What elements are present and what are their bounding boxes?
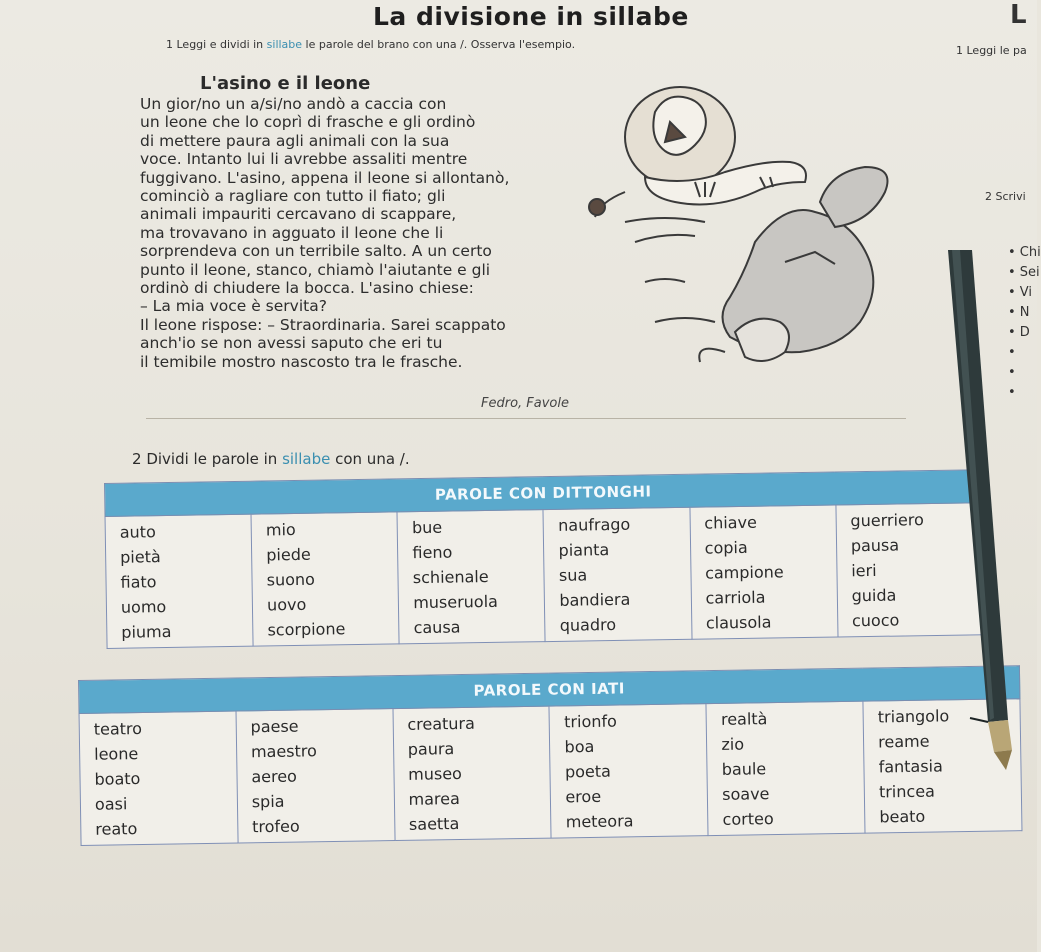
word-cell: piede	[266, 544, 311, 565]
exercise2-instruction	[132, 450, 410, 468]
word-cell: paese	[250, 716, 299, 737]
word-cell: guida	[851, 585, 897, 606]
story-text	[140, 95, 610, 371]
section-divider	[146, 418, 906, 419]
word-column	[549, 704, 708, 838]
side-exercise1: 1 Leggi le pa	[956, 44, 1027, 57]
word-cell: maestro	[250, 741, 317, 762]
story-line: ordinò di chiudere la bocca. L'asino chiese:	[140, 279, 474, 298]
word-cell: clausola	[705, 612, 772, 633]
story-line: animali impauriti cercavano di scappare,	[140, 205, 457, 224]
story-line: Un gior/no un a/si/no andò a caccia con	[140, 95, 447, 113]
word-cell: chiave	[704, 512, 757, 533]
word-cell: reame	[878, 731, 930, 752]
side-bullet-item: •	[1008, 345, 1016, 360]
word-column	[397, 510, 545, 644]
word-column	[236, 709, 395, 843]
word-cell: uomo	[120, 597, 167, 617]
word-cell: meteora	[565, 811, 634, 832]
page-title: La divisione in sillabe	[373, 2, 689, 31]
word-cell: poeta	[564, 761, 612, 782]
word-cell: baule	[721, 759, 767, 779]
story-line: – La mia voce è servita?	[140, 297, 327, 316]
side-bullet-item: • Sei	[1008, 265, 1040, 280]
exercise2-text-before: Dividi le parole in	[146, 450, 278, 468]
word-cell: schienale	[412, 566, 489, 588]
word-cell: trionfo	[564, 711, 618, 732]
word-cell: bandiera	[559, 589, 631, 610]
word-cell: suono	[266, 569, 316, 590]
lion-and-donkey-illustration	[585, 82, 915, 402]
story-line: fuggivano. L'asino, appena il leone si allontanò,	[140, 168, 510, 187]
word-cell: carriola	[705, 587, 766, 608]
word-cell: campione	[704, 562, 784, 583]
side-bullet-item: • Vi	[1008, 285, 1033, 300]
word-cell: oasi	[94, 794, 128, 814]
word-cell: teatro	[93, 719, 143, 739]
word-cell: pausa	[850, 535, 900, 556]
story-line: un leone che lo coprì di frasche e gli ordinò	[140, 113, 476, 132]
word-column	[79, 711, 238, 845]
word-cell: boato	[94, 769, 141, 789]
word-cell: causa	[413, 617, 461, 638]
word-cell: corteo	[722, 809, 774, 829]
word-cell: museo	[408, 763, 463, 784]
word-cell: mio	[265, 519, 296, 540]
story-line: punto il leone, stanco, chiamò l'aiutante e gli	[140, 260, 491, 279]
exercise1-number: 1	[166, 38, 173, 51]
word-cell: copia	[704, 537, 748, 558]
word-cell: paura	[407, 739, 455, 759]
story-line: Il leone rispose: – Straordinaria. Sarei scappato	[140, 315, 506, 334]
word-cell: auto	[119, 522, 156, 542]
word-column	[393, 706, 552, 840]
exercise2-number: 2	[132, 450, 142, 468]
word-cell: pietà	[120, 547, 161, 567]
word-cell: fieno	[412, 542, 453, 563]
word-cell: boa	[564, 736, 595, 757]
word-cell: quadro	[559, 614, 617, 635]
exercise1-syllables-word: sillabe	[266, 38, 303, 51]
word-cell: piuma	[121, 621, 172, 642]
side-bullet-item: • N	[1008, 305, 1030, 320]
side-exercise2: 2 Scrivi	[985, 190, 1026, 203]
word-column	[706, 701, 865, 835]
word-cell: museruola	[413, 591, 499, 613]
ballpoint-pen	[930, 250, 1040, 810]
story-line: anch'io se non avessi saputo che eri tu	[140, 334, 443, 353]
story-line: cominciò a ragliare con tutto il fiato; gli	[140, 187, 446, 206]
word-column	[543, 507, 691, 641]
corner-letter: L	[1010, 0, 1027, 30]
word-cell: aereo	[251, 766, 298, 787]
word-cell: trofeo	[252, 816, 300, 837]
lion-drawing	[589, 87, 806, 217]
side-bullet-item: • D	[1008, 325, 1030, 340]
word-cell: pianta	[558, 540, 610, 560]
word-cell: marea	[408, 789, 460, 809]
word-cell: soave	[722, 784, 770, 804]
word-cell: sua	[558, 565, 588, 585]
word-cell: trincea	[878, 781, 936, 802]
story-line: di mettere paura agli animali con la sua	[140, 131, 450, 150]
table-row	[79, 699, 1022, 846]
story-line: ma trovavano in agguato il leone che li	[140, 223, 444, 242]
word-cell: leone	[94, 744, 139, 764]
word-cell: reato	[95, 819, 138, 839]
story-author: Fedro, Favole	[481, 396, 569, 411]
story-line: voce. Intanto lui li avrebbe assaliti mentre	[140, 150, 468, 169]
word-column	[690, 505, 838, 639]
word-cell: scorpione	[267, 619, 346, 640]
word-cell: ieri	[851, 560, 877, 581]
side-bullet-item: •	[1008, 365, 1016, 380]
word-cell: naufrago	[558, 514, 631, 535]
word-cell: saetta	[408, 814, 460, 834]
story-title: L'asino e il leone	[200, 73, 371, 94]
table-parole-dittonghi	[104, 469, 984, 649]
word-cell: fiato	[120, 572, 157, 592]
table-header: PAROLE CON IATI	[79, 666, 1020, 714]
word-cell: bue	[411, 517, 443, 538]
word-column	[105, 514, 253, 648]
word-cell: eroe	[565, 786, 602, 807]
story-line: sorprendeva con un terribile salto. A un certo	[140, 242, 492, 261]
table-row	[105, 503, 984, 649]
word-cell: zio	[721, 734, 745, 754]
word-cell: uovo	[266, 594, 307, 615]
side-bullet-item: • Chi	[1008, 245, 1041, 260]
exercise1-instruction	[166, 38, 575, 51]
exercise1-text-after: le parole del brano con una /. Osserva l'esempio.	[305, 38, 576, 51]
table-header: PAROLE CON DITTONGHI	[105, 470, 982, 517]
word-cell: spia	[251, 791, 285, 812]
word-cell: realtà	[720, 709, 768, 729]
word-cell: creatura	[407, 713, 476, 734]
story-line: il temibile mostro nascosto tra le frasche.	[140, 352, 463, 371]
word-cell: triangolo	[877, 706, 950, 727]
word-cell: beato	[879, 806, 926, 827]
word-cell: cuoco	[851, 610, 900, 631]
word-cell: fantasia	[878, 756, 943, 777]
word-column	[251, 512, 399, 646]
exercise2-text-after: con una /.	[335, 450, 410, 468]
word-cell: guerriero	[850, 510, 924, 531]
exercise2-syllables-word: sillabe	[282, 450, 331, 468]
exercise1-text-before: Leggi e dividi in	[176, 38, 264, 51]
side-bullet-item: •	[1008, 385, 1016, 400]
table-parole-iati	[78, 665, 1022, 846]
